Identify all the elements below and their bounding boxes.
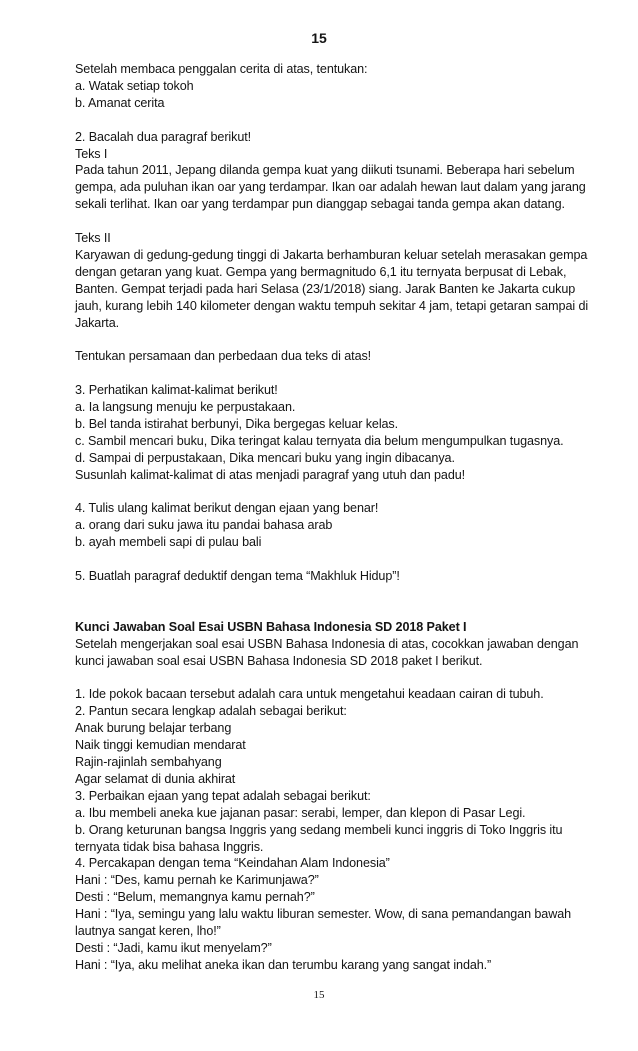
section-heading: Kunci Jawaban Soal Esai USBN Bahasa Indonesia SD 2018 Paket I (75, 619, 467, 634)
blank-line (75, 112, 605, 129)
blank-line (75, 331, 605, 348)
text-line: d. Sampai di perpustakaan, Dika mencari buku yang ingin dibacanya. (75, 450, 455, 465)
text-line: Hani : “Des, kamu pernah ke Karimunjawa?” (75, 873, 319, 888)
blank-line (75, 484, 605, 501)
text-line: Karyawan di gedung-gedung tinggi di Jakarta berhamburan keluar setelah merasakan gempa (75, 247, 588, 262)
text-line: Pada tahun 2011, Jepang dilanda gempa kuat yang diikuti tsunami. Beberapa hari sebelum (75, 163, 575, 178)
page-number-header: 15 (311, 30, 327, 46)
text-line: Desti : “Jadi, kamu ikut menyelam?” (75, 940, 272, 955)
text-line: 4. Tulis ulang kalimat berikut dengan ejaan yang benar! (75, 501, 379, 516)
blank-line (75, 585, 605, 602)
text-line: gempa, ada puluhan ikan oar yang terdampar. Ikan oar adalah hewan laut dalam yang jarang (75, 180, 586, 195)
text-line: Rajin-rajinlah sembahyang (75, 755, 222, 770)
text-line: Jakarta. (75, 315, 119, 330)
text-line: a. Ibu membeli aneka kue jajanan pasar: serabi, lemper, dan klepon di Pasar Legi. (75, 805, 526, 820)
text-line: sekali terlihat. Ikan oar yang terdampar pun dianggap sebagai tanda gempa akan datang. (75, 197, 565, 212)
text-line: b. ayah membeli sapi di pulau bali (75, 535, 262, 550)
text-line: 2. Pantun secara lengkap adalah sebagai berikut: (75, 704, 347, 719)
document-body (75, 61, 605, 974)
text-line: ternyata tidak bisa bahasa Inggris. (75, 839, 264, 854)
blank-line (75, 213, 605, 230)
text-line: Desti : “Belum, memangnya kamu pernah?” (75, 890, 315, 905)
text-line: Teks I (75, 146, 108, 161)
text-line: b. Orang keturunan bangsa Inggris yang sedang membeli kunci inggris di Toko Inggris itu (75, 822, 563, 837)
text-line: Setelah mengerjakan soal esai USBN Bahasa Indonesia di atas, cocokkan jawaban dengan (75, 636, 579, 651)
blank-line (75, 551, 605, 568)
text-line: Susunlah kalimat-kalimat di atas menjadi paragraf yang utuh dan padu! (75, 467, 466, 482)
text-line: dengan getaran yang kuat. Gempa yang bermagnitudo 6,1 itu ternyata berpusat di Lebak, (75, 264, 567, 279)
text-line: jauh, kurang lebih 140 kilometer dengan waktu tempuh sekitar 4 jam, tetapi getaran sampai di (75, 298, 589, 313)
text-line: 3. Perhatikan kalimat-kalimat berikut! (75, 383, 278, 398)
text-line: a. Watak setiap tokoh (75, 78, 194, 93)
text-line: Agar selamat di dunia akhirat (75, 771, 236, 786)
text-line: a. Ia langsung menuju ke perpustakaan. (75, 400, 296, 415)
text-line: Setelah membaca penggalan cerita di atas, tentukan: (75, 62, 368, 76)
text-line: 1. Ide pokok bacaan tersebut adalah cara untuk mengetahui keadaan cairan di tubuh. (75, 687, 544, 702)
blank-line (75, 670, 605, 687)
text-line: Naik tinggi kemudian mendarat (75, 738, 246, 753)
text-line: Banten. Gempat terjadi pada hari Selasa (23/1/2018) siang. Jarak Banten ke Jakarta cukup (75, 281, 576, 296)
text-line: a. orang dari suku jawa itu pandai bahasa arab (75, 518, 333, 533)
blank-line (75, 602, 605, 619)
text-line: 3. Perbaikan ejaan yang tepat adalah sebagai berikut: (75, 788, 371, 803)
text-line: Hani : “Iya, aku melihat aneka ikan dan terumbu karang yang sangat indah.” (75, 957, 492, 972)
text-line: kunci jawaban soal esai USBN Bahasa Indonesia SD 2018 paket I berikut. (75, 653, 483, 668)
page-number-footer: 15 (313, 989, 325, 1001)
text-line: Anak burung belajar terbang (75, 721, 232, 736)
text-line: Hani : “Iya, semingu yang lalu waktu liburan semester. Wow, di sana pemandangan bawah (75, 907, 572, 922)
text-line: 2. Bacalah dua paragraf berikut! (75, 129, 252, 144)
text-line: Tentukan persamaan dan perbedaan dua teks di atas! (75, 349, 372, 364)
text-line: b. Amanat cerita (75, 95, 165, 110)
text-line: c. Sambil mencari buku, Dika teringat kalau ternyata dia belum mengumpulkan tugasnya. (75, 433, 564, 448)
text-line: lautnya sangat keren, lho!” (75, 924, 221, 939)
text-line: 4. Percakapan dengan tema “Keindahan Alam Indonesia” (75, 856, 390, 871)
text-line: 5. Buatlah paragraf deduktif dengan tema “Makhluk Hidup”! (75, 569, 400, 584)
text-line: b. Bel tanda istirahat berbunyi, Dika bergegas keluar kelas. (75, 416, 399, 431)
text-line: Teks II (75, 231, 111, 246)
blank-line (75, 365, 605, 382)
